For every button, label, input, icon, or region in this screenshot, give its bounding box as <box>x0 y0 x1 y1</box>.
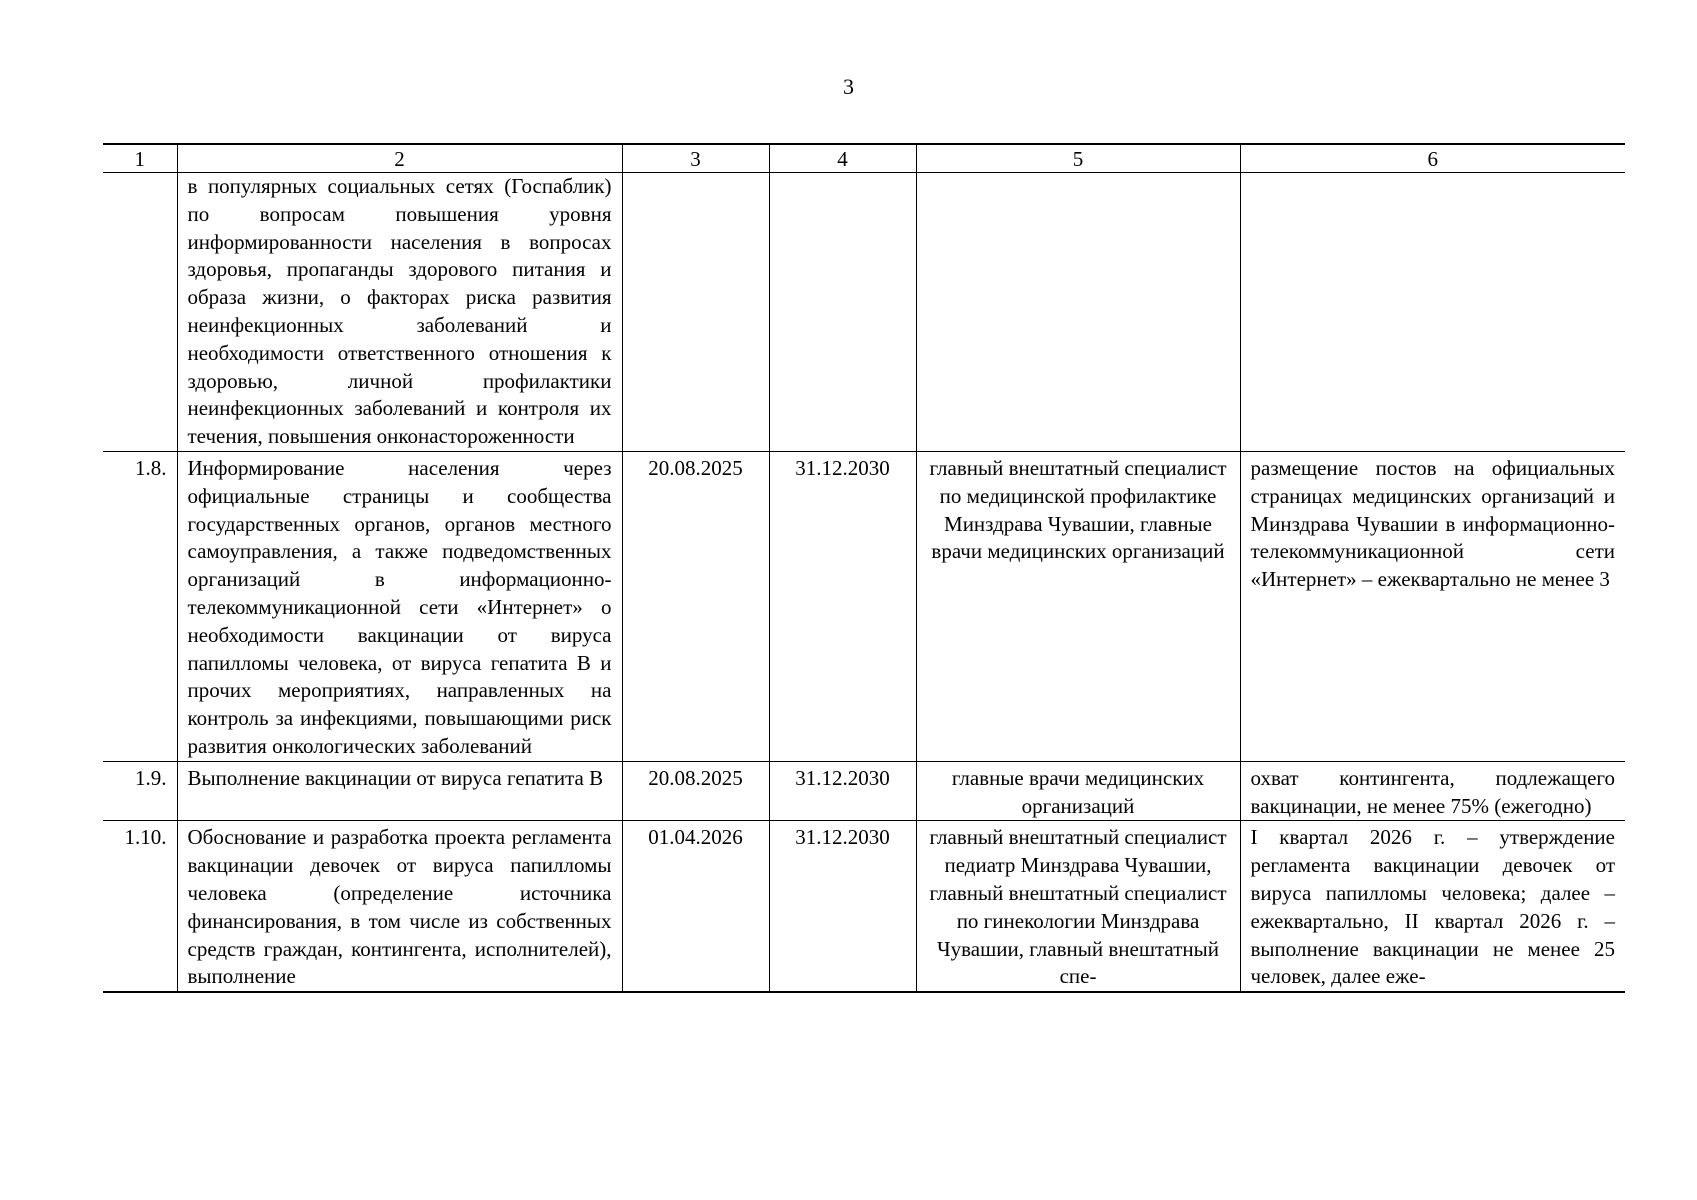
action-plan-table <box>103 143 1625 993</box>
start-date-cell <box>622 173 769 452</box>
activity-cell: Обоснование и разработка проекта регламента вакцинации девочек от вируса папилломы человека (определение источника финансирования, в том числе из собственных средств граждан, контингента, исполнителей), выполнение <box>177 821 622 992</box>
end-date-cell: 31.12.2030 <box>769 821 916 992</box>
page-number: 3 <box>843 74 854 99</box>
activity-cell: Информирование населения через официальные страницы и сообщества государственных органов, органов местного самоуправления, а также подведомственных организаций в информационно-телекоммуникационной сети «Интернет» о необходимости вакцинации от вируса папилломы человека, от вируса гепатита В и прочих мероприятиях, направленных на контроль за инфекциями, повышающими риск развития онкологических заболеваний <box>177 451 622 761</box>
result-cell: размещение постов на официальных страницах медицинских организаций и Минздрава Чувашии в информационно-телекоммуникационной сети «Интернет» – ежеквартально не менее 3 <box>1240 451 1625 761</box>
table-row <box>103 761 1625 821</box>
header-cell-5: 5 <box>916 144 1240 173</box>
activity-cell: Выполнение вакцинации от вируса гепатита В <box>177 761 622 821</box>
responsible-cell: главный внештатный специалист педиатр Минздрава Чувашии, главный внештатный специалист по гинекологии Минздрава Чувашии, главный внештатный спе- <box>916 821 1240 992</box>
header-cell-1: 1 <box>103 144 177 173</box>
activity-cell: в популярных социальных сетях (Госпаблик) по вопросам повышения уровня информированности населения в вопросах здоровья, пропаганды здорового питания и образа жизни, о факторах риска развития неинфекционных заболеваний и необходимости ответственного отношения к здоровью, личной профилактики неинфекционных заболеваний и контроля их течения, повышения онконастороженности <box>177 173 622 452</box>
table-row <box>103 451 1625 761</box>
row-number: 1.9. <box>135 765 167 790</box>
header-cell-2: 2 <box>177 144 622 173</box>
end-date-cell <box>769 173 916 452</box>
row-number: 1.10. <box>124 825 167 850</box>
responsible-cell: главные врачи медицинских организаций <box>916 761 1240 821</box>
result-cell <box>1240 173 1625 452</box>
table-row <box>103 173 1625 452</box>
start-date-cell: 20.08.2025 <box>622 451 769 761</box>
result-cell: I квартал 2026 г. – утверждение регламента вакцинации девочек от вируса папилломы человека; далее – ежеквартально, II квартал 2026 г. – выполнение вакцинации не менее 25 человек, далее еже- <box>1240 821 1625 992</box>
start-date-cell: 01.04.2026 <box>622 821 769 992</box>
table-header-row <box>103 144 1625 173</box>
responsible-cell <box>916 173 1240 452</box>
responsible-cell: главный внештатный специалист по медицинской профилактике Минздрава Чувашии, главные врачи медицинских организаций <box>916 451 1240 761</box>
header-cell-3: 3 <box>622 144 769 173</box>
header-cell-4: 4 <box>769 144 916 173</box>
start-date-cell: 20.08.2025 <box>622 761 769 821</box>
header-cell-6: 6 <box>1240 144 1625 173</box>
result-cell: охват контингента, подлежащего вакцинации, не менее 75% (ежегодно) <box>1240 761 1625 821</box>
table-row <box>103 821 1625 992</box>
end-date-cell: 31.12.2030 <box>769 451 916 761</box>
row-number <box>103 173 177 452</box>
end-date-cell: 31.12.2030 <box>769 761 916 821</box>
row-number: 1.8. <box>135 455 167 480</box>
